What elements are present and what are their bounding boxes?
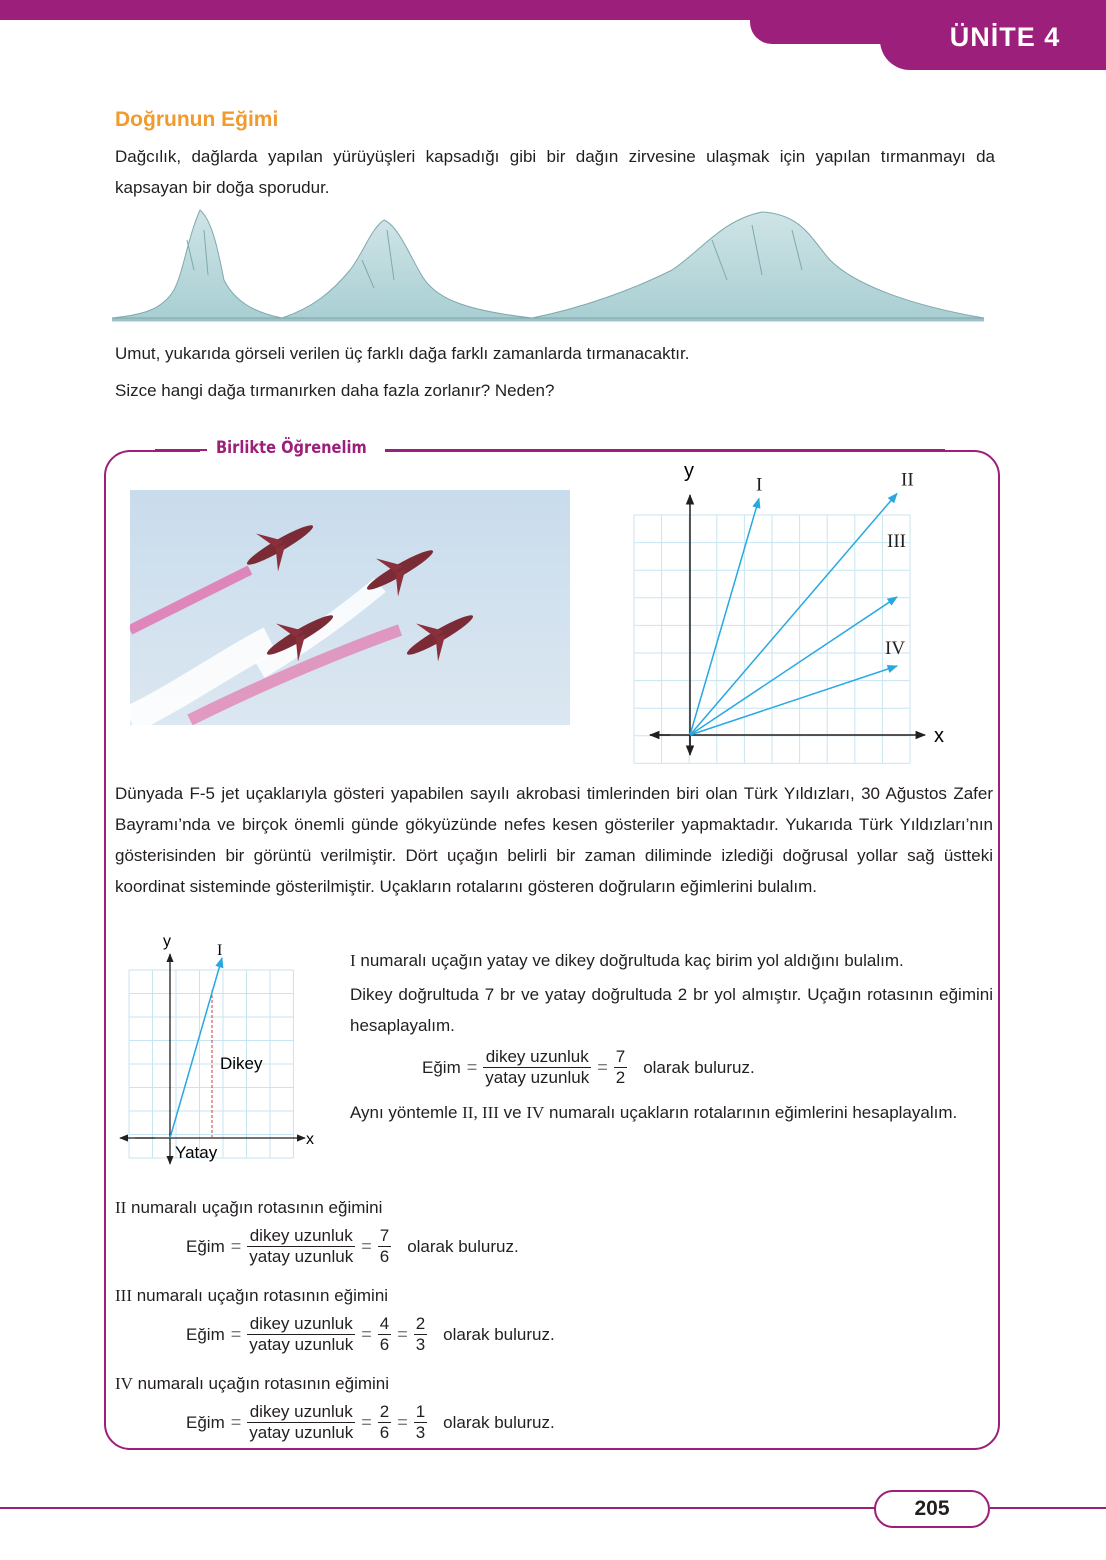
mountain-2: [282, 220, 532, 318]
description-paragraph: Dünyada F-5 jet uçaklarıyla gösteri yapabilen sayılı akrobasi timlerinden biri olan Türk Yıldızları, 30 Ağustos Zafer Bayramı’nda ve birçok önemli günde gökyüzünde nefes kesen gösteriler yapmaktadır. Yukarıda Türk Yıldızları’nın gösterisinden bir görüntü verilmiştir. Dört uçağın belirli bir zaman diliminde izlediği doğrusal yollar sağ üstteki koordinat sisteminde gösterilmiştir. Uçakların rotalarını gösteren doğruların eğimlerini bulalım.: [115, 784, 993, 896]
case-iii-heading: III numaralı uçağın rotasının eğimini: [115, 1286, 389, 1305]
y-axis-label: y: [684, 460, 694, 482]
route-i-label: I: [756, 474, 763, 496]
route-ii-label: II: [901, 469, 914, 491]
route-iii-line: [690, 597, 897, 735]
case-iv-heading: IV numaralı uçağın rotasının eğimini: [115, 1374, 390, 1393]
method-paragraph: Aynı yöntemle II, III ve IV numaralı uçakların rotalarının eğimlerini hesaplayalım.: [350, 1103, 958, 1122]
slope-ii-equation: Eğim = $\frac{\text{dikey uzunluk}}{\text{yatay uzunluk}}$ = $\frac{7}{6}$ olarak buluruz.: [186, 1226, 519, 1266]
route-iv-label: IV: [885, 638, 906, 659]
slope-i-equation: Eğim = $\frac{\text{dikey uzunluk}}{\text{yatay uzunluk}}$ = $\frac{7}{2}$ olarak buluruz.: [422, 1047, 755, 1087]
route-i-graph: [115, 928, 325, 1178]
slope-iii-equation: Eğim = $\frac{\text{dikey uzunluk}}{\text{yatay uzunluk}}$ = $\frac{4}{6}$ = $\frac{2}{3}$ olarak buluruz.: [186, 1314, 555, 1354]
footer-line: [0, 1507, 875, 1509]
unit-label: ÜNİTE 4: [949, 22, 1061, 52]
x-axis-label: x: [306, 1131, 314, 1148]
route-ii-line: [690, 494, 897, 736]
mountains-illustration: [112, 200, 988, 330]
route-iii-label: III: [887, 531, 906, 552]
explain-1: I numaralı uçağın yatay ve dikey doğrultuda kaç birim yol aldığını bulalım.: [350, 951, 904, 970]
y-axis-label: y: [163, 933, 171, 950]
page-number: 205: [914, 1497, 950, 1520]
route-i-label: I: [217, 942, 223, 959]
vertical-label: Dikey: [220, 1054, 263, 1073]
routes-graph: [630, 455, 960, 765]
slope-iv-equation: Eğim = $\frac{\text{dikey uzunluk}}{\text{yatay uzunluk}}$ = $\frac{2}{6}$ = $\frac{1}{3}$ olarak buluruz.: [186, 1402, 555, 1442]
intro-paragraph: Dağcılık, dağlarda yapılan yürüyüşleri kapsadığı gibi bir dağın zirvesine ulaşmak için yapılan tırmanmayı da kapsayan bir doğa sporudur.: [115, 147, 995, 197]
mountain-1: [112, 210, 282, 318]
route-i-line: [690, 499, 759, 736]
explain-2: Dikey doğrultuda 7 br ve yatay doğrultuda 2 br yol almıştır. Uçağın rotasının eğimini hesaplayalım.: [350, 985, 993, 1035]
horizontal-label: Yatay: [175, 1143, 218, 1162]
grid: [129, 970, 294, 1158]
case-ii-heading: II numaralı uçağın rotasının eğimini: [115, 1198, 383, 1217]
question-2: Sizce hangi dağa tırmanırken daha fazla zorlanır? Neden?: [115, 381, 555, 400]
box-title: Birlikte Öğrenelim: [216, 438, 367, 458]
question-1: Umut, yukarıda görseli verilen üç farklı dağa farklı zamanlarda tırmanacaktır.: [115, 344, 690, 363]
x-axis-label: x: [934, 725, 944, 747]
mountain-3: [532, 212, 984, 318]
section-title: Doğrunun Eğimi: [115, 108, 279, 131]
route-iv-line: [690, 666, 897, 735]
jets-photo: [130, 490, 570, 725]
